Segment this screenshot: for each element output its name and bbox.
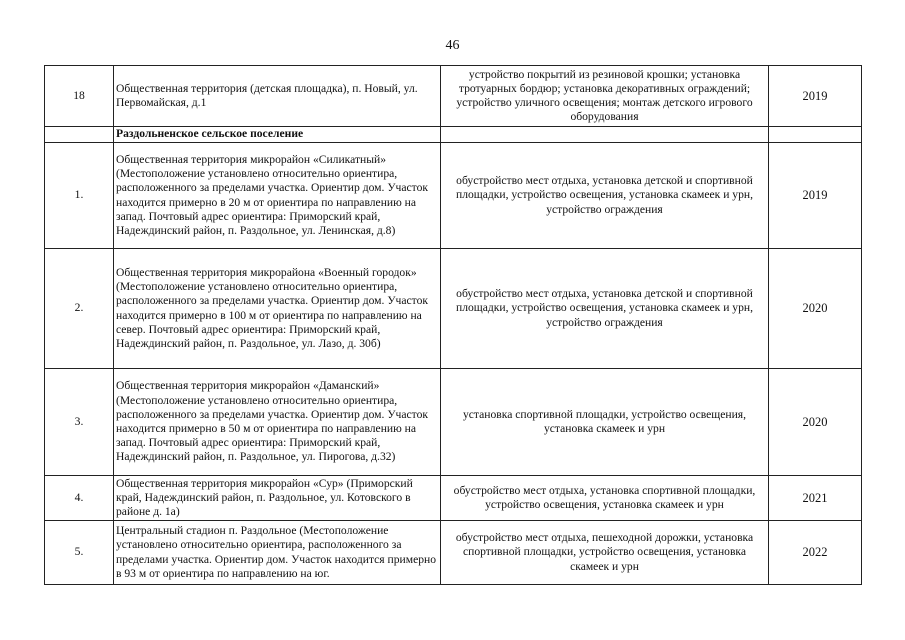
territory-cell: Общественная территория микрорайон «Даманский» (Местоположение установлено относительно ориентира, расположенного за пределами участка. Ориентир дом. Участок находится примерно в 50 м от ориентира по направлению на запад. Почтовый адрес ориентира: Приморский край, Надеждинский район, п. Раздольное, ул. Пирогова, д.32)	[114, 369, 441, 476]
territory-cell: Общественная территория микрорайон «Силикатный» (Местоположение установлено относительно ориентира, расположенного за пределами участка. Ориентир дом. Участок находится примерно в 20 м от ориентира по направлению на запад. Почтовый адрес ориентира: Приморский край, Надеждинский район, п. Раздольное, ул. Ленинская, д.8)	[114, 143, 441, 249]
section-empty-cell	[441, 127, 769, 143]
year-cell: 2019	[769, 66, 862, 127]
row-number: 3.	[45, 369, 114, 476]
year-cell: 2022	[769, 521, 862, 585]
works-cell: обустройство мест отдыха, установка детской и спортивной площадки, устройство освещения, установка скамеек и урн, устройство ограждения	[441, 143, 769, 249]
section-empty-cell	[45, 127, 114, 143]
table-row	[45, 369, 862, 476]
row-number: 2.	[45, 249, 114, 369]
section-title: Раздольненское сельское поселение	[114, 127, 441, 143]
row-number: 18	[45, 66, 114, 127]
row-number: 5.	[45, 521, 114, 585]
row-number: 1.	[45, 143, 114, 249]
works-cell: устройство покрытий из резиновой крошки; установка тротуарных бордюр; установка декоративных ограждений; устройство уличного освещения; монтаж детского игрового оборудования	[441, 66, 769, 127]
table-row	[45, 521, 862, 585]
table-row	[45, 143, 862, 249]
year-cell: 2020	[769, 249, 862, 369]
row-number: 4.	[45, 476, 114, 521]
works-cell: обустройство мест отдыха, установка детской и спортивной площадки, устройство освещения, установка скамеек и урн, устройство ограждения	[441, 249, 769, 369]
works-cell: установка спортивной площадки, устройство освещения, установка скамеек и урн	[441, 369, 769, 476]
territory-cell: Центральный стадион п. Раздольное (Местоположение установлено относительно ориентира, расположенного за пределами участка. Ориентир дом. Участок находится примерно в 93 м от ориентира по направлению на юг.	[114, 521, 441, 585]
year-cell: 2019	[769, 143, 862, 249]
section-row	[45, 127, 862, 143]
table-row	[45, 249, 862, 369]
table-row	[45, 66, 862, 127]
territory-cell: Общественная территория микрорайона «Военный городок» (Местоположение установлено относительно ориентира, расположенного за пределами участка. Ориентир дом. Участок находится примерно в 100 м от ориентира по направлению на север. Почтовый адрес ориентира: Приморский край, Надеждинский район, п. Раздольное, ул. Лазо, д. 30б)	[114, 249, 441, 369]
works-cell: обустройство мест отдыха, установка спортивной площадки, устройство освещения, установка скамеек и урн	[441, 476, 769, 521]
section-empty-cell	[769, 127, 862, 143]
page-number: 46	[445, 38, 460, 53]
year-cell: 2020	[769, 369, 862, 476]
territory-cell: Общественная территория микрорайон «Сур» (Приморский край, Надеждинский район, п. Раздольное, ул. Котовского в районе д. 1а)	[114, 476, 441, 521]
territory-cell: Общественная территория (детская площадка), п. Новый, ул. Первомайская, д.1	[114, 66, 441, 127]
year-cell: 2021	[769, 476, 862, 521]
table-row	[45, 476, 862, 521]
works-cell: обустройство мест отдыха, пешеходной дорожки, установка спортивной площадки, устройство освещения, установка скамеек и урн	[441, 521, 769, 585]
improvement-table	[44, 65, 862, 585]
